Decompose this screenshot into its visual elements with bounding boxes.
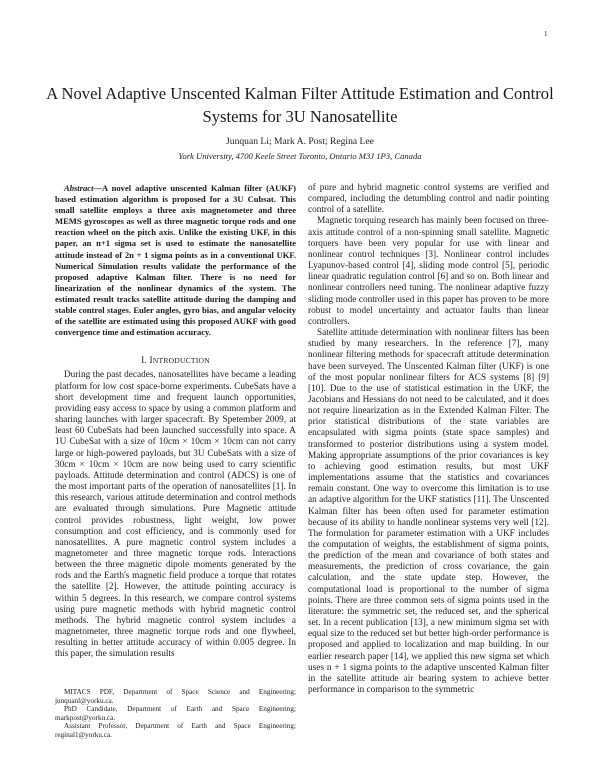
page-number: 1 [544,30,548,38]
intro-paragraph: During the past decades, nanosatellites have became a leading platform for low cost space-borne experiments. CubeSats have a short development time and frequent launch opportunities, providing easy access to space by using a common platform and sharing launches with larger spacecraft. By Spetember 2009, at least 60 CubeSats had been launched successfully into space. A 1U CubeSat with a size of 10cm × 10cm × 10cm can not carry large or high-powered payloads, but 3U CubeSats with a size of 30cm × 10cm × 10cm are now being used to carry scientific payloads. Attitude determination and control (ADCS) is one of the most important parts of the operation of nanosatellites [1]. In this research, various attitude determination and control methods are evaluated through simulations. Pure Magnetic attitude control provides robustness, light weight, low power consumption and cost efficiency, and is commonly used for nanosatellites. A pure magnetic control system includes a magnetometer and three magnetic torque rods. Interactions between the three magnetic dipole moments generated by the rods and the Earth's magnetic field produce a torque that rotates the satellite [2]. However, the attitude pointing accuracy is within 5 degrees. In this research, we compare control systems using pure magnetic methods with hybrid magnetic control methods. The hybrid magnetic control system includes a magnetometer, three magnetic torque rods and one flywheel, resulting in better attitude accuracy of within 0.005 degree. In this paper, the simulation results [55,370,296,660]
body-paragraph: of pure and hybrid magnetic control systems are verified and compared, including the detumbling control and nadir pointing control of a satellite. [308,183,549,216]
footnote: PhD Candidate, Department of Earth and Space Engineering; markpost@yorku.ca. [55,705,296,722]
footnote: MITACS PDF, Department of Space Science and Engineering; junquanl@yorku.ca. [55,688,296,705]
body-paragraph: Satellite attitude determination with nonlinear filters has been studied by many researchers. In the reference [7], many nonlinear filtering methods for spacecraft attitude determination have been surveyed. The Unscented Kalman filter (UKF) is one of the most popular nonlinear filters for ACS systems [8] [9] [10]. Due to the use of statistical estimation in the UKF, the Jacobians and Hessians do not need to be calculated, and it does not require linearization as in the Extended Kalman Filter. The prior statistical distributions of the state variables are encapsulated with sigma points (state space samples) and transformed to posterior distributions using a system model. Making appropriate assumptions of the prior covariances is key to achieving good estimation results, but most UKF implementations assume that the statistics and covariances remain constant. One way to overcome this limitation is to use an adaptive algorithm for the UKF statistics [11]. The Unscented Kalman filter has been often used for parameter estimation because of its ability to handle nonlinear systems very well [12]. The formulation for parameter estimation with a UKF includes the computation of weights, the establishment of sigma points, the prediction of the mean and covariance of both states and measurements, the prediction of cross covariance, the gain calculation, and the state update step. However, the computational load is proportional to the number of sigma points. There are three common sets of sigma points used in the literature: the symmetric set, the reduced set, and the spherical set. In a recent publication [13], a new minimum sigma set with equal size to the reduced set but better high-order performance is proposed and applied to localization and map building. In our earlier research paper [14], we applied this new sigma set which uses n + 1 sigma points to the adaptive unscented Kalman filter in the satellite attitude air bearing system to achieve better performance in comparison to the symmetric [308,328,549,696]
abstract [55,183,296,338]
footnotes [55,688,296,740]
section-title-rest: NTRODUCTION [152,356,210,366]
abstract-dash: — [93,183,102,193]
right-column [308,183,549,696]
section-numeral: I. [141,356,147,367]
footnote: Assistant Professor, Department of Earth and Space Engineering; reginal1@yorku.ca. [55,722,296,739]
section-heading-introduction [55,355,296,367]
left-column [55,183,296,661]
section-initial: I [149,356,153,367]
paper-title: A Novel Adaptive Unscented Kalman Filter Attitude Estimation and Control Systems for 3U Nanosatellite [46,84,554,126]
author-list: Junquan Li; Mark A. Post; Regina Lee [226,136,374,147]
affiliation: York University, 4700 Keele Street Toronto, Ontario M3J 1P3, Canada [178,151,422,161]
abstract-label: Abstract [64,183,94,193]
body-paragraph: Magnetic torquing research has mainly been focused on three-axis attitude control of a non-spinning small satellite. Magnetic torquers have been very popular for use with linear and nonlinear control techniques [3]. Nonlinear control includes Lyapunov-based control [4], sliding mode control [5], periodic linear quadratic regulation control [6] and so on. Both linear and nonlinear controllers need tuning. The nonlinear adaptive fuzzy sliding mode controller used in this paper has proven to be more robust to model uncertainty and actuator faults than linear controllers. [308,216,549,327]
abstract-text: A novel adaptive unscented Kalman filter (AUKF) based estimation algorithm is proposed for a 3U Cubsat. This small satellite employs a three axis magnetometer and three MEMS gyroscopes as well as three magnetic torque rods and one reaction wheel on the pitch axis. Unlike the existing UKF, in this paper, an n+1 sigma set is used to estimate the nanosatellite attitude instead of 2n + 1 sigma points as in a conventional UKF. Numerical Simulation results validate the performance of the proposed adaptive Kalman filter. There is no need for linearization of the nonlinear dynamics of the system. The estimated result tracks satellite attitude during the damping and stable control stages. Euler angles, gyro bias, and angular velocity of the satellite are estimated using this proposed AUKF with good convergence time and estimation accuracy. [55,183,296,338]
